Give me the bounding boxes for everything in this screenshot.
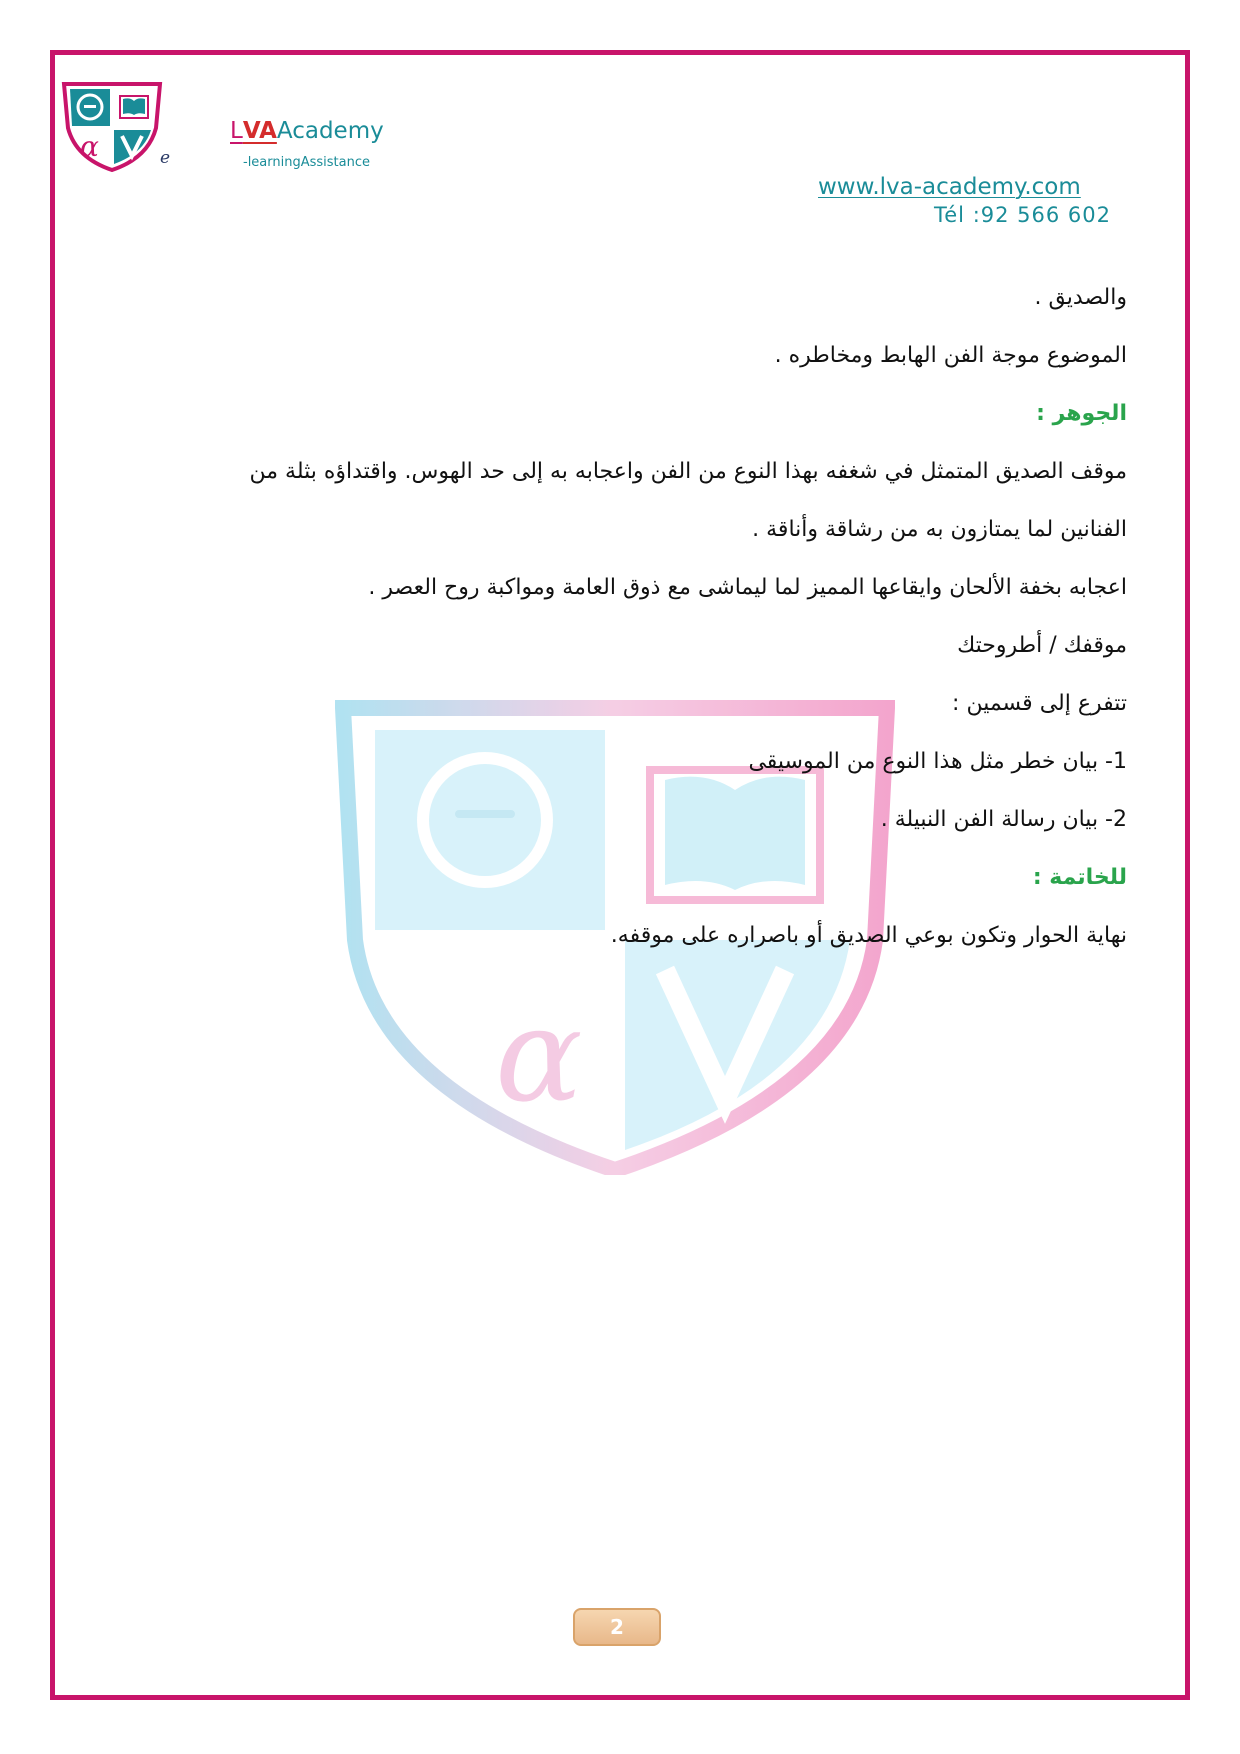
svg-text:α: α (80, 130, 99, 163)
text-line: تتفرع إلى قسمين : (952, 691, 1127, 716)
text-line: اعجابه بخفة الألحان وايقاعها المميز لما ليماشى مع ذوق العامة ومواكبة روح العصر . (368, 575, 1127, 600)
svg-text:α: α (495, 979, 583, 1131)
lva-logo-icon (60, 80, 164, 172)
logo-letter-e: e (160, 148, 171, 168)
website-link[interactable]: www.lva-academy.com (818, 174, 1081, 200)
brand-va: VA (242, 118, 277, 144)
text-line: الموضوع موجة الفن الهابط ومخاطره . (774, 343, 1127, 368)
text-line: موقف الصديق المتمثل في شغفه بهذا النوع من الفن واعجابه به إلى حد الهوس. واقتداؤه بثلة من (249, 459, 1127, 484)
section-heading-conclusion: للخاتمة : (1032, 865, 1127, 890)
list-item: 1- بيان خطر مثل هذا النوع من الموسيقى (748, 749, 1127, 774)
brand-academy: Academy (276, 118, 384, 144)
text-line: الفنانين لما يمتازون به من رشاقة وأناقة . (752, 517, 1127, 542)
brand-l: L (230, 118, 243, 144)
text-line: والصديق . (1034, 285, 1127, 310)
text-line: نهاية الحوار وتكون بوعي الصديق أو باصراره على موقفه. (610, 923, 1127, 948)
phone-number: Tél :92 566 602 (934, 203, 1112, 227)
brand-name (230, 120, 384, 143)
section-heading-essence: الجوهر : (1036, 401, 1127, 426)
brand-subtitle: -learningAssistance (243, 155, 370, 170)
document-body (130, 278, 1127, 974)
list-item: 2- بيان رسالة الفن النبيلة . (880, 807, 1127, 832)
page-number-badge: 2 (573, 1608, 661, 1646)
text-line: موقفك / أطروحتك (957, 633, 1127, 658)
